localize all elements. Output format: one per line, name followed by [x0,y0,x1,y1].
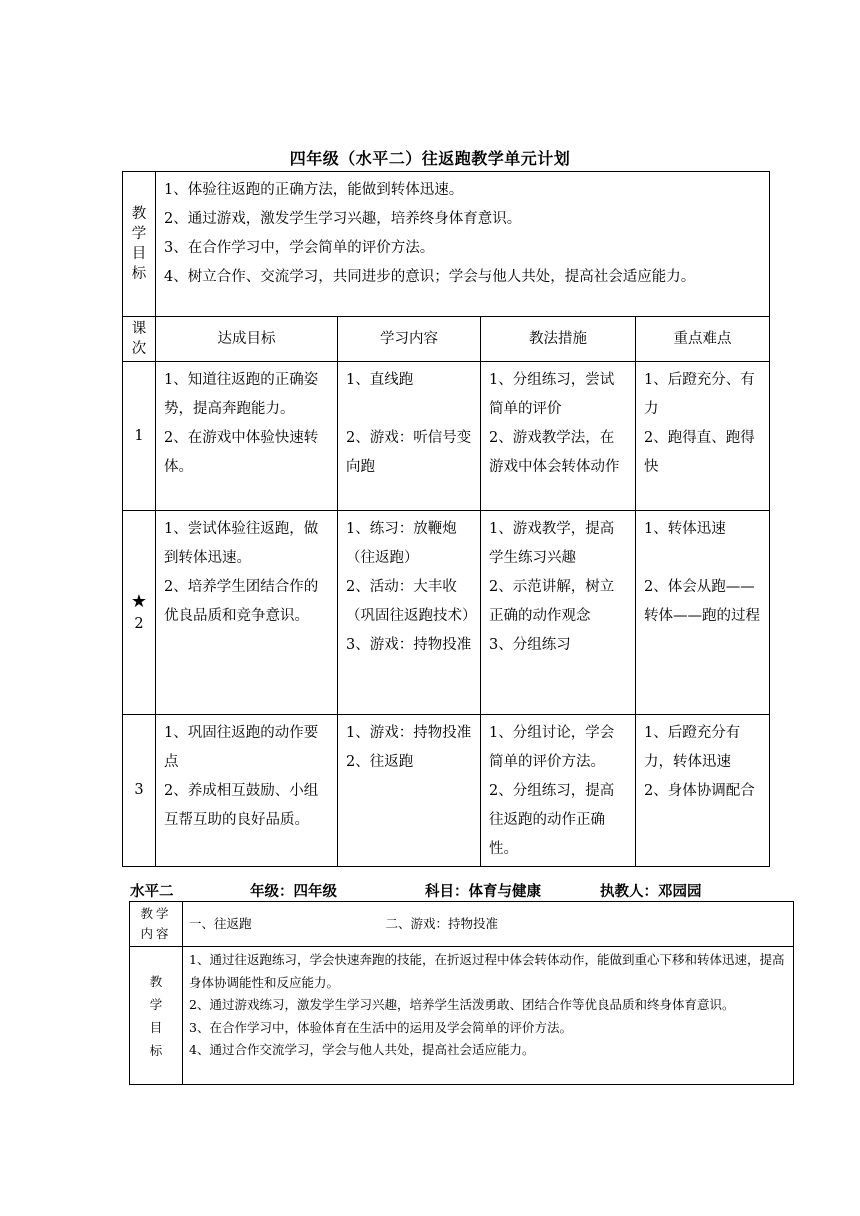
teacher-label: 执教人：邓园园 [600,883,702,900]
header-lesson: 课次 [123,317,156,362]
lesson-goal-item: 2、通过游戏练习，激发学生学习兴趣，培养学生活泼勇敢、团结合作等优良品质和终身体育意识。 [189,997,735,1012]
key-cell: 1、转体迅速 2、体会从跑——转体——跑的过程 [636,511,770,715]
grade-label: 年级：四年级 [250,883,337,900]
lesson-content-row [130,902,794,947]
unit-goals-label: 教学目标 [131,206,147,282]
unit-goal-item: 4、树立合作、交流学习，共同进步的意识；学会与他人共处，提高社会适应能力。 [164,269,696,285]
lesson-goals-label: 教学目标 [149,973,163,1058]
lesson-content-cell [183,902,794,947]
lesson-number: 1 [123,362,156,511]
lesson-content-item: 二、游戏：持物投准 [385,915,498,931]
header-method: 教法措施 [481,317,636,362]
unit-plan-title: 四年级（水平二）往返跑教学单元计划 [289,149,571,168]
unit-goal-item: 2、通过游戏，激发学生学习兴趣，培养终身体育意识。 [164,211,522,227]
level-label: 水平二 [130,883,174,900]
unit-header-row [123,317,770,362]
star-icon: ★ [130,590,148,612]
method-cell: 1、分组练习，尝试简单的评价 2、游戏教学法，在游戏中体会转体动作 [481,362,636,511]
method-cell: 1、分组讨论，学会简单的评价方法。 2、分组练习，提高往返跑的动作正确性。 [481,715,636,867]
key-cell: 1、后蹬充分有力，转体迅速 2、身体协调配合 [636,715,770,867]
lesson-goals-row [130,947,794,1085]
content-cell: 1、游戏：持物投准 2、往返跑 [338,715,481,867]
table-row [123,715,770,867]
unit-goal-item: 1、体验往返跑的正确方法，能做到转体迅速。 [164,182,464,198]
lesson-goals-cell [183,947,794,1085]
unit-plan-table [122,171,770,867]
table-row [123,362,770,511]
lesson-content-label: 教学内容 [140,906,172,941]
lesson-number: 3 [123,715,156,867]
unit-goals-row [123,172,770,317]
key-cell: 1、后蹬充分、有力 2、跑得直、跑得快 [636,362,770,511]
method-cell: 1、游戏教学，提高学生练习兴趣 2、示范讲解，树立正确的动作观念 3、分组练习 [481,511,636,715]
content-cell: 1、直线跑 2、游戏：听信号变向跑 [338,362,481,511]
target-cell: 1、巩固往返跑的动作要点 2、养成相互鼓励、小组互帮互助的良好品质。 [156,715,338,867]
lesson-goal-item: 4、通过合作交流学习，学会与他人共处，提高社会适应能力。 [189,1042,535,1057]
target-cell: 1、知道往返跑的正确姿势，提高奔跑能力。 2、在游戏中体验快速转体。 [156,362,338,511]
lesson-plan-table [129,901,794,1085]
header-target: 达成目标 [156,317,338,362]
target-cell: 1、尝试体验往返跑，做到转体迅速。 2、培养学生团结合作的优良品质和竞争意识。 [156,511,338,715]
lesson-content-item: 一、往返跑 [189,915,252,931]
subject-label: 科目：体育与健康 [425,883,541,900]
lesson-content-label-cell [130,902,183,947]
unit-goal-item: 3、在合作学习中，学会简单的评价方法。 [164,240,435,256]
header-key: 重点难点 [636,317,770,362]
lesson-number: 2 [134,615,144,632]
content-cell: 1、练习：放鞭炮（往返跑） 2、活动：大丰收（巩固往返跑技术） 3、游戏：持物投准 [338,511,481,715]
unit-goals-cell [156,172,770,317]
table-row [123,511,770,715]
lesson-goal-item: 3、在合作学习中，体验体育在生活中的运用及学会简单的评价方法。 [189,1019,572,1035]
lesson-number-cell [123,511,156,715]
lesson-goal-item: 1、通过往返跑练习，学会快速奔跑的技能，在折返过程中体会转体动作，能做到重心下移和转体迅速，提高身体协调能性和反应能力。 [189,952,785,990]
lesson-goals-label-cell [130,947,183,1085]
header-content: 学习内容 [338,317,481,362]
unit-goals-label-cell [123,172,156,317]
